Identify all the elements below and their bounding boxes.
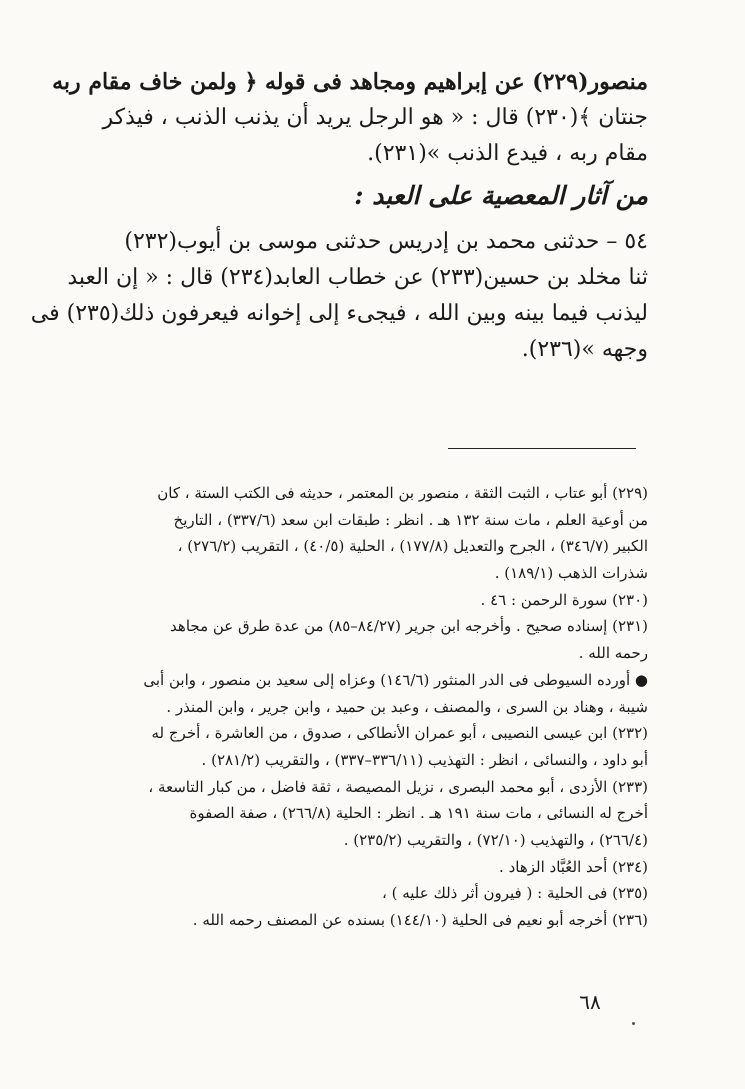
footnote-line: أبو داود ، والنسائى ، انظر : التهذيب (٣٣٦/١١–٣٣٧) ، والتقريب (٢٨١/٢) . xyxy=(201,750,648,769)
text-line-3: مقام ربه ، فيدع الذنب »(٢٣١). xyxy=(367,141,648,166)
footnote-line: (٢٣٢) ابن عيسى النصيبى ، أبو عمران الأنطاكى ، صدوق ، من العاشرة ، أخرج له xyxy=(151,724,648,743)
footnote-line: (٢٣٤) أحد العُبَّاد الزهاد . xyxy=(499,857,648,876)
text-line-7: وجهه »(٢٣٦). xyxy=(521,337,648,362)
section-heading: من آثار المعصية على العبد : xyxy=(354,181,648,210)
footnote-line: شيبة ، وهناد بن السرى ، والمصنف ، وعبد بن حميد ، وابن جرير ، وابن المنذر . xyxy=(166,697,648,716)
footnote-line: (٢٦٦/٤) ، والتهذيب (٧٢/١٠) ، والتقريب (٢٣٥/٢) . xyxy=(343,830,648,849)
page-number: ٦٨ xyxy=(579,990,601,1014)
footnote-line: (٢٢٩) أبو عتاب ، الثبت الثقة ، منصور بن المعتمر ، حديثه فى الكتب الستة ، كان xyxy=(157,484,648,502)
footnote-line: ● أورده السيوطى فى الدر المنثور (١٤٦/٦) وعزاه إلى سعيد بن منصور ، وابن أبى xyxy=(143,670,648,689)
footnotes xyxy=(100,480,648,934)
footnote-line: (٢٣٦) أخرجه أبو نعيم فى الحلية (١٤٤/١٠) بسنده عن المصنف رحمه الله . xyxy=(192,911,648,929)
footnote-line: من أوعية العلم ، مات سنة ١٣٢ هـ . انظر : طبقات ابن سعد (٣٣٧/٦) ، التاريخ xyxy=(173,510,648,529)
footnote-line: الكبير (٣٤٦/٧) ، الجرح والتعديل (١٧٧/٨) ، الحلية (٤٠/٥) ، التقريب (٢٧٦/٢) ، xyxy=(177,537,648,556)
scan-mark xyxy=(632,1022,635,1025)
footnote-line: (٢٣٥) فى الحلية : ( فيرون أثر ذلك عليه ) ، xyxy=(381,884,648,903)
text-line-2: جنتان ﴾(٢٣٠) قال : « هو الرجل يريد أن يذنب الذنب ، فيذكر xyxy=(102,105,648,130)
footnote-divider xyxy=(448,448,636,449)
text-line-6: ليذنب فيما بينه وبين الله ، فيجىء إلى إخوانه فيعرفون ذلك(٢٣٥) فى xyxy=(30,301,648,326)
footnote-line: (٢٣٣) الأزدى ، أبو محمد البصرى ، نزيل المصيصة ، ثقة فاضل ، من كبار التاسعة ، xyxy=(148,777,648,796)
footnote-line: رحمه الله . xyxy=(578,644,648,663)
footnote-line: (٢٣١) إسناده صحيح . وأخرجه ابن جرير (٨٤/٢٧–٨٥) من عدة طرق عن مجاهد xyxy=(170,617,648,636)
text-line-5: ثنا مخلد بن حسين(٢٣٣) عن خطاب العابد(٢٣٤) قال : « إن العبد xyxy=(67,265,648,290)
text-line-1: منصور(٢٢٩) عن إبراهيم ومجاهد فى قوله ﴿ ولمن خاف مقام ربه xyxy=(52,69,648,95)
text-line-4: ٥٤ – حدثنى محمد بن إدريس حدثنى موسى بن أيوب(٢٣٢) xyxy=(124,229,648,254)
footnote-line: شذرات الذهب (١٨٩/١) . xyxy=(494,564,648,583)
footnote-line: (٢٣٠) سورة الرحمن : ٤٦ . xyxy=(480,590,648,609)
footnote-line: أخرج له النسائى ، مات سنة ١٩١ هـ . انظر : الحلية (٢٦٦/٨) ، صفة الصفوة xyxy=(189,804,648,823)
main-text xyxy=(30,64,648,368)
